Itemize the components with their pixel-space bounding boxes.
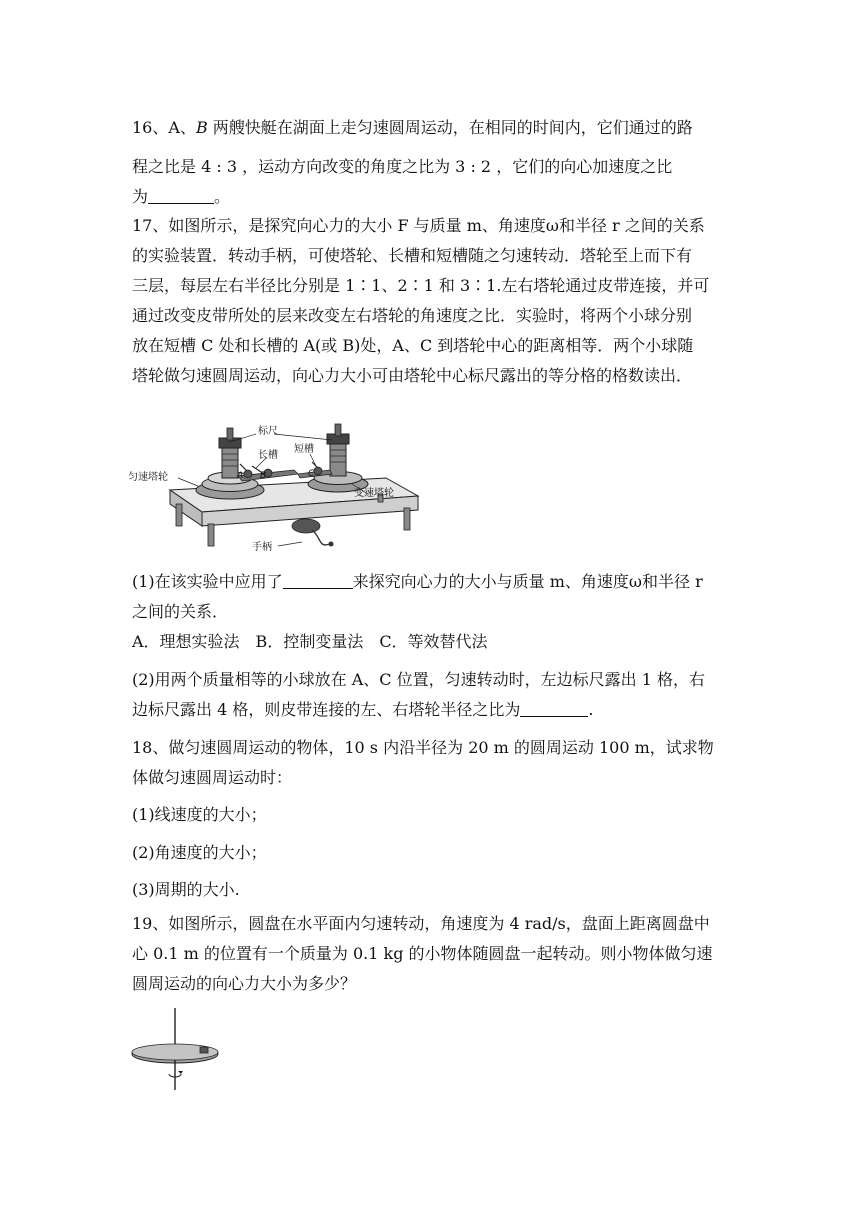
q17-line-6: 塔轮做匀速圆周运动，向心力大小可由塔轮中心标尺露出的等分格的格数读出． <box>132 366 693 385</box>
q16-line-2: 程之比是 4 : 3 ，运动方向改变的角度之比为 3 : 2 ，它们的向心加速度之比 <box>132 157 673 176</box>
q18-sub-1: (1)线速度的大小； <box>132 805 267 824</box>
q16-line3-start: 为 <box>132 187 149 206</box>
q18-sub-2: (2)角速度的大小； <box>132 843 267 862</box>
q16-line1-text: 两艘快艇在湖面上走匀速圆周运动，在相同的时间内，它们通过的路 <box>207 118 693 137</box>
q17-part2-start: 边标尺露出 4 格，则皮带连接的左、右塔轮半径之比为 <box>132 700 521 719</box>
q17-apparatus-figure <box>126 420 426 558</box>
q16-line3-end: 。 <box>214 187 231 206</box>
q17-line-2: 的实验装置．转动手柄，可使塔轮、长槽和短槽随之匀速转动．塔轮至上而下有 <box>132 246 693 265</box>
q19-line-3: 圆周运动的向心力大小为多少？ <box>132 974 357 993</box>
q17-line-1: 17、如图所示，是探究向心力的大小 F 与质量 m、角速度ω和半径 r 之间的关系 <box>132 216 705 235</box>
right-pulley <box>308 424 368 492</box>
left-pulley <box>196 428 267 499</box>
q17-options: A．理想实验法 B．控制变量法 C．等效替代法 <box>132 632 488 651</box>
rotation-arrow-head-icon <box>178 1071 183 1074</box>
label-point-c: C <box>308 469 315 479</box>
q17-part1-start: (1)在该实验中应用了 <box>132 572 283 591</box>
q16-line-1 <box>132 118 732 138</box>
q16-label-b: B <box>195 118 208 137</box>
q18-sub-3: (3)周期的大小. <box>132 880 240 899</box>
q17-part1-end: 来探究向心力的大小与质量 m、角速度ω和半径 r <box>352 572 703 591</box>
q19-line-2: 心 0.1 m 的位置有一个质量为 0.1 kg 的小物体随圆盘一起转动。则小物体做匀速 <box>132 944 713 963</box>
q16-label-a: A <box>168 118 180 137</box>
label-ruler: 标尺 <box>258 426 278 437</box>
q17-part1-blank[interactable] <box>283 572 353 589</box>
q17-part2-line-2 <box>132 700 732 720</box>
q16-separator: 、 <box>179 118 196 137</box>
q16-line-3 <box>132 187 732 207</box>
small-block <box>200 1047 208 1053</box>
label-long-slot: 长槽 <box>258 450 278 461</box>
q17-line-4: 通过改变皮带所处的层来改变左右塔轮的角速度之比．实验时，将两个小球分别 <box>132 306 693 325</box>
q16-number: 16、 <box>132 118 169 137</box>
q17-part1-line-2: 之间的关系． <box>132 602 229 621</box>
label-point-b: B <box>260 471 267 481</box>
q19-line-1: 19、如图所示，圆盘在水平面内匀速转动，角速度为 4 rad/s，盘面上距离圆盘中 <box>132 914 710 933</box>
q17-part2-line-1: (2)用两个质量相等的小球放在 A、C 位置，匀速转动时，左边标尺露出 1 格，右 <box>132 670 705 689</box>
label-left-wheel: 匀速塔轮 <box>128 472 168 483</box>
label-handle: 手柄 <box>252 542 272 553</box>
label-point-a: A <box>237 471 244 481</box>
q18-line-2: 体做匀速圆周运动时： <box>132 768 293 787</box>
label-right-wheel: 变速塔轮 <box>354 488 394 499</box>
q16-answer-blank[interactable] <box>148 187 214 204</box>
q17-part2-blank[interactable] <box>520 700 588 717</box>
q17-part2-end: . <box>588 700 594 719</box>
q17-line-5: 放在短槽 C 处和长槽的 A(或 B)处，A、C 到塔轮中心的距离相等．两个小球随 <box>132 336 694 355</box>
q18-line-1: 18、做匀速圆周运动的物体，10 s 内沿半径为 20 m 的圆周运动 100 m，试求物 <box>132 738 714 757</box>
q17-part1-line-1 <box>132 572 732 592</box>
label-short-slot: 短槽 <box>294 444 314 455</box>
q19-disc-figure <box>130 1004 226 1094</box>
long-slot <box>238 464 298 481</box>
q17-line-3: 三层，每层左右半径比分别是 1∶1、2∶1 和 3∶1.左右塔轮通过皮带连接，并可 <box>132 276 710 295</box>
